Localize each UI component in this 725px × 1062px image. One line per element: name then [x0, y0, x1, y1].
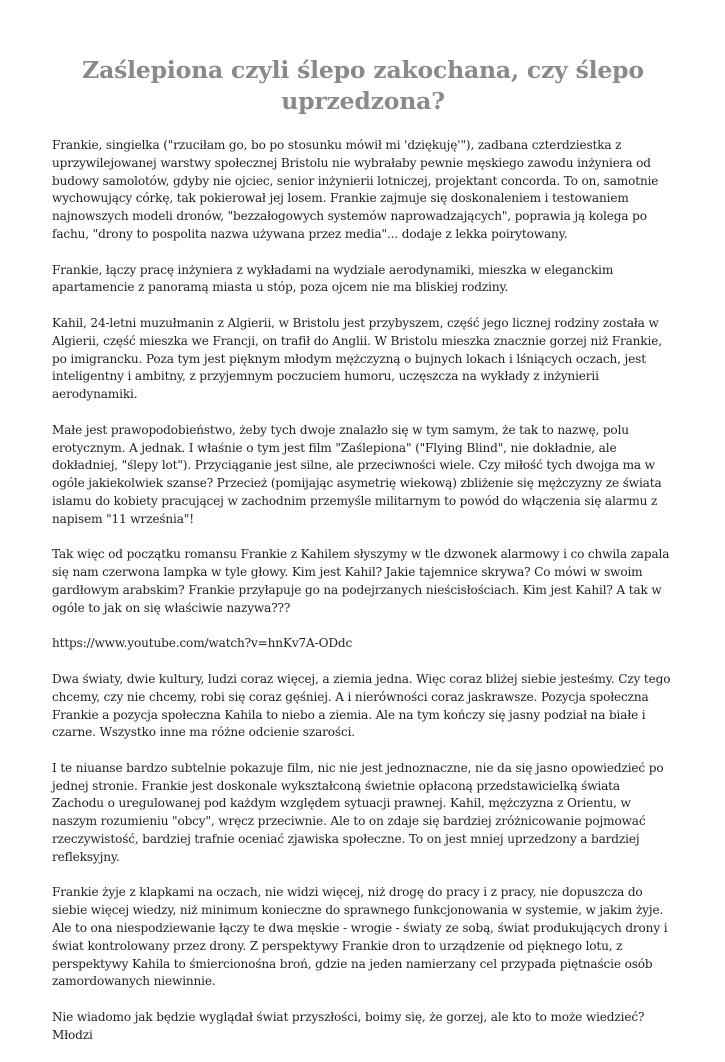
paragraph-4: Małe jest prawopodobieństwo, żeby tych dwoje znalazło się w tym samym, że tak to nazwę, polu erotycznym. A jednak. I właśnie o tym jest film "Zaślepiona" ("Flying Blind", nie dokładnie, ale dokładniej, "ślepy lot"). Przyciąganie jest silne, ale przeciwności wiele. Czy miłość tych dwojga ma w ogóle jakiekolwiek szanse? Przecież (pomijając asymetrię wiekową) zbliżenie się mężczyzny ze świata islamu do kobiety pracującej w zachodnim przemyśle militarnym to powód do włączenia się alarmu z napisem "11 września"!	[52, 422, 662, 526]
article-title: Zaślepiona czyli ślepo zakochana, czy ślepo uprzedzona?	[82, 56, 644, 115]
paragraph-6: Dwa światy, dwie kultury, ludzi coraz więcej, a ziemia jedna. Więc coraz bliżej siebie jesteśmy. Czy tego chcemy, czy nie chcemy, robi się coraz gęśniej. A i nierówności coraz jaskrawsze. Pozycja społeczna Frankie a pozycja społeczna Kahila to niebo a ziemia. Ale na tym kończy się jasny podział na białe i czarne. Wszystko inne ma różne odcienie szarości.	[52, 671, 671, 740]
article	[52, 55, 674, 1062]
youtube-link[interactable]: https://www.youtube.com/watch?v=hnKv7A-ODdc	[52, 636, 353, 651]
paragraph-7: I te niuanse bardzo subtelnie pokazuje film, nic nie jest jednoznaczne, nie da się jasno opowiedzieć po jednej stronie. Frankie jest doskonale wykształconą świetnie opłaconą przedstawicielką świata Zachodu o uregulowanej pod każdym względem sytuacji prawnej. Kahil, mężczyzna z Orientu, w naszym rozumieniu "obcy", wręcz przeciwnie. Ale to on zdaje się bardziej zróżnicowanie pojmować rzeczywistość, bardziej trafnie oceniać zjawiska społeczne. To on jest mniej uprzedzony a bardziej refleksyjny.	[52, 760, 664, 864]
paragraph-3: Kahil, 24-letni muzułmanin z Algierii, w Bristolu jest przybyszem, część jego licznej rodziny została w Algierii, część mieszka we Francji, on trafił do Anglii. W Bristolu mieszka znacznie gorzej niż Frankie, po imigrancku. Poza tym jest pięknym młodym mężczyzną o bujnych lokach i lśniących oczach, jest inteligentny i ambitny, z przyjemnym poczuciem humoru, uczęszcza na wykłady z inżynierii aerodynamiki.	[52, 315, 662, 402]
paragraph-9: Nie wiadomo jak będzie wyglądał świat przyszłości, boimy się, że gorzej, ale kto to może wiedzieć? Młodzi	[52, 1010, 645, 1042]
paragraph-5: Tak więc od początku romansu Frankie z Kahilem słyszymy w tle dzwonek alarmowy i co chwila zapala się nam czerwona lampka w tyle głowy. Kim jest Kahil? Jakie tajemnice skrywa? Co mówi w swoim gardłowym arabskim? Frankie przyłapuje go na podejrzanych nieścisłościach. Kim jest Kahil? A tak w ogóle to jak on się właściwie nazywa???	[52, 547, 670, 615]
paragraph-1: Frankie, singielka ("rzuciłam go, bo po stosunku mówił mi 'dziękuję'"), zadbana czterdziestka z uprzywilejowanej warstwy społecznej Bristolu nie wybrałaby pewnie męskiego zawodu inżyniera od budowy samolotów, gdyby nie ojciec, senior inżynierii lotniczej, projektant concorda. To on, samotnie wychowujący córkę, tak pokierował jej losem. Frankie zajmuje się doskonaleniem i testowaniem najnowszych modeli dronów, "bezzałogowych systemów naprowadzających", poprawia ją kolega po fachu, "drony to pospolita nazwa używana przez media"... dodaje z lekka poirytowany.	[52, 138, 659, 241]
paragraph-8: Frankie żyje z klapkami na oczach, nie widzi więcej, niż drogę do pracy i z pracy, nie dopuszcza do siebie więcej wiedzy, niż minimum konieczne do sprawnego funkcjonowania w systemie, w jakim żyje. Ale to ona niespodziewanie łączy te dwa męskie - wrogie - światy ze sobą, świat produkujących drony i świat kontrolowany przez drony. Z perspektywy Frankie dron to urządzenie od pięknego lotu, z perspektywy Kahila to śmiercionośna broń, gdzie na jeden namierzany cel przypada piętnaście osób zamordowanych niewinnie.	[52, 885, 668, 989]
paragraph-2: Frankie, łączy pracę inżyniera z wykładami na wydziale aerodynamiki, mieszka w eleganckim apartamencie z panoramą miasta u stóp, poza ojcem nie ma bliskiej rodziny.	[52, 262, 614, 295]
